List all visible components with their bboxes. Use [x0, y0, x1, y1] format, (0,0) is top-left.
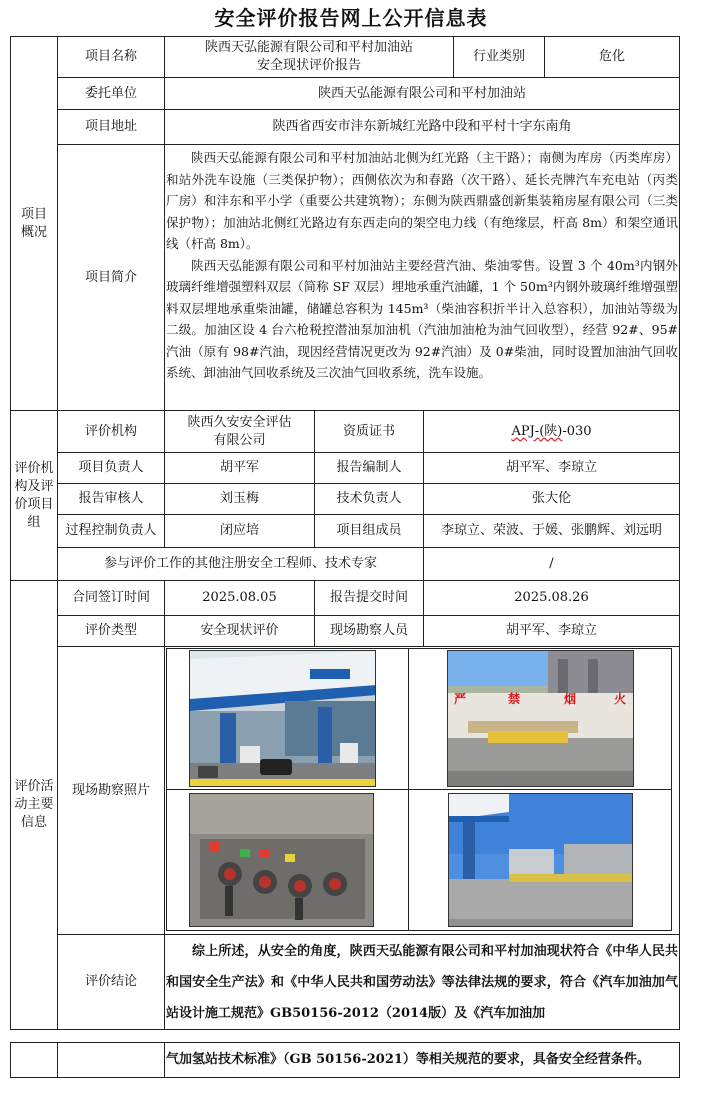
page-title: 安全评价报告网上公开信息表 — [214, 6, 488, 30]
sign-char-3: 烟 — [564, 692, 577, 706]
agency-label: 评价机构 — [57, 410, 165, 453]
photos-label: 现场勘察照片 — [57, 646, 165, 935]
section-label-activity: 评价活 动主要 信息 — [10, 580, 58, 1030]
intro-paragraph-1: 陕西天弘能源有限公司和平村加油站北侧为红光路（主干路）；南侧为库房（丙类库房）和站外洗车设施（三类保护物）；西侧依次为和春路（次干路）、延长壳牌汽车充电站（丙类厂房）和沣东和平小学（重要公共建筑物）；东侧为陕西鼎盛创新集装箱房屋有限公司（三类保护物）；加油站北侧红光路边有东西走向的架空电力线（有绝缘层，杆高 8m）和架空通讯线（杆高 8m）。 — [166, 150, 678, 251]
address-value: 陕西省西安市沣东新城红光路中段和平村十字东南角 — [164, 109, 680, 145]
cert-suffix: -030 — [562, 423, 592, 439]
continuation-left — [10, 1042, 58, 1078]
cert-prefix: APJ- — [511, 423, 540, 439]
experts-value: / — [423, 547, 680, 581]
compiler-label: 报告编制人 — [314, 452, 424, 484]
agency-value: 陕西久安安全评估 有限公司 — [164, 410, 315, 453]
conclusion-label: 评价结论 — [57, 934, 165, 1030]
members-value: 李琼立、荣波、于媛、张鹏辉、刘远明 — [423, 514, 680, 548]
site-photo-wall — [447, 650, 634, 787]
canopy-photo-image — [190, 651, 376, 787]
conclusion-text: 综上所述，从安全的角度，陕西天弘能源有限公司和平村加油现状符合《中华人民共和国安全生产法》和《中华人民共和国劳动法》等法律法规的要求，符合《汽车加油加气站设计施工规范》GB50156-2012（2014版）及《汽车加油加 — [166, 944, 678, 1021]
client-value: 陕西天弘能源有限公司和平村加油站 — [164, 77, 680, 110]
process-value: 闭应培 — [164, 514, 315, 548]
contract-label: 合同签订时间 — [57, 580, 165, 616]
members-label: 项目组成员 — [314, 514, 424, 548]
site-photo-canopy — [189, 650, 376, 787]
cert-label: 资质证书 — [314, 410, 424, 453]
contract-value: 2025.08.05 — [164, 580, 315, 616]
survey-value: 胡平军、李琼立 — [423, 615, 680, 647]
cert-value — [423, 410, 680, 453]
process-label: 过程控制负责人 — [57, 514, 165, 548]
valves-photo-image — [190, 794, 374, 927]
project-name-label: 项目名称 — [57, 36, 165, 78]
wall-photo-image — [448, 651, 634, 787]
tech-value: 张大伦 — [423, 483, 680, 515]
submit-label: 报告提交时间 — [314, 580, 424, 616]
industry-value: 危化 — [544, 36, 680, 78]
experts-label: 参与评价工作的其他注册安全工程师、技术专家 — [57, 547, 424, 581]
continuation-mid — [57, 1042, 165, 1078]
project-name-value: 陕西天弘能源有限公司和平村加油站 安全现状评价报告 — [164, 36, 454, 78]
reviewer-value: 刘玉梅 — [164, 483, 315, 515]
sign-char-4: 火 — [614, 692, 627, 706]
client-label: 委托单位 — [57, 77, 165, 110]
intro-label: 项目简介 — [57, 144, 165, 411]
industry-label: 行业类别 — [453, 36, 545, 78]
type-value: 安全现状评价 — [164, 615, 315, 647]
submit-value: 2025.08.26 — [423, 580, 680, 616]
section-label-org: 评价机 构及评 价项目 组 — [10, 410, 58, 581]
photo-grid-hline — [166, 789, 672, 790]
compiler-value: 胡平军、李琼立 — [423, 452, 680, 484]
reviewer-label: 报告审核人 — [57, 483, 165, 515]
section-label-overview: 项目 概况 — [10, 36, 58, 411]
cert-mid: (陕) — [539, 423, 563, 439]
sign-char-1: 严 — [454, 692, 467, 706]
conclusion-text-continued: 气加氢站技术标准》（GB 50156-2021）等相关规范的要求，具备安全经营条件。 — [166, 1052, 650, 1067]
site-photo-forecourt — [448, 793, 633, 927]
no-smoking-sign — [448, 691, 634, 707]
site-photo-valves — [189, 793, 374, 927]
intro-paragraph-2: 陕西天弘能源有限公司和平村加油站主要经营汽油、柴油零售。设置 3 个 40m³内钢外玻璃纤维增强塑料双层（简称 SF 双层）埋地承重汽油罐，1 个 50m³内钢外玻璃纤维增强塑料双层埋地承重柴油罐，储罐总容积为 145m³（柴油容积折半计入总容积），加油站等级为二级。加油区设 4 台六枪税控潜油泵加油机（汽油加油枪为油气回收型），经营 92#、95#汽油（原有 98#汽油，现因经营情况更改为 92#汽油）及 0#柴油，同时设置加油油气回收系统、卸油油气回收系统及三次油气回收系统，洗车设施。 — [166, 257, 678, 380]
type-label: 评价类型 — [57, 615, 165, 647]
address-label: 项目地址 — [57, 109, 165, 145]
tech-label: 技术负责人 — [314, 483, 424, 515]
sign-char-2: 禁 — [508, 692, 521, 706]
survey-label: 现场勘察人员 — [314, 615, 424, 647]
leader-label: 项目负责人 — [57, 452, 165, 484]
leader-value: 胡平军 — [164, 452, 315, 484]
forecourt-photo-image — [449, 794, 633, 927]
intro-text — [166, 147, 678, 409]
